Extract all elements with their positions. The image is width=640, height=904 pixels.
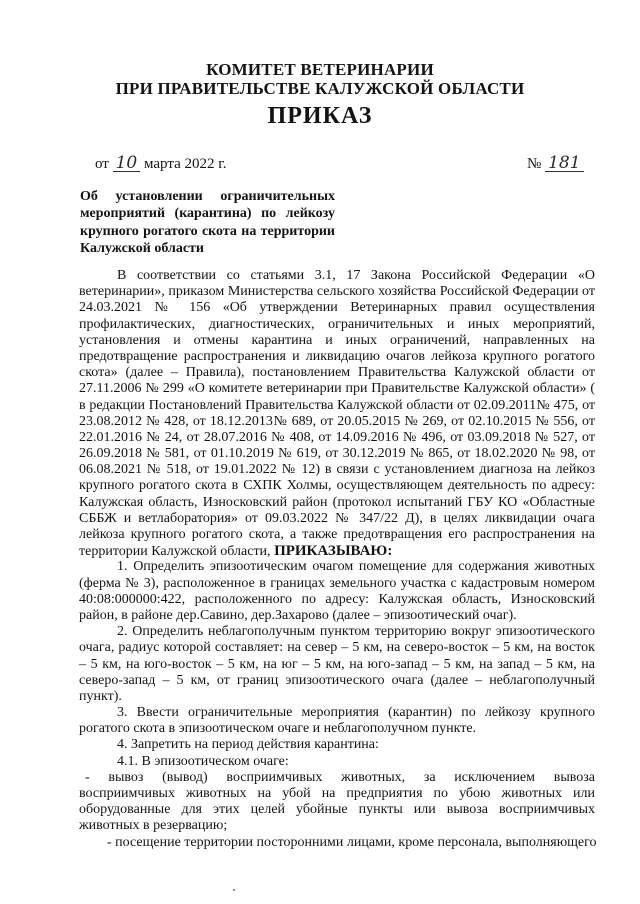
date-rest: марта 2022 г. bbox=[144, 156, 227, 172]
number-value-handwritten: 181 bbox=[545, 155, 583, 172]
document-type-title: ПРИКАЗ bbox=[267, 103, 373, 129]
item-line: - посещение территории посторонними лицами, кроме персонала, выполняющего bbox=[107, 834, 597, 850]
organization-name-line1: КОМИТЕТ ВЕТЕРИНАРИИ bbox=[206, 60, 434, 79]
body-line: 22.01.2016 № 24, от 28.07.2016 № 408, от 14.09.2016 № 496, от 03.09.2018 № 527, от bbox=[79, 429, 595, 445]
item-line: район, в районе дер.Савино, дер.Захарово (далее – эпизоотический очаг). bbox=[79, 607, 517, 623]
item-line: 3. Ввести ограничительные мероприятия (карантин) по лейкозу крупного bbox=[117, 705, 595, 721]
subject-line: Об установлении ограничительных bbox=[80, 189, 335, 204]
item-line: оборудованные для этих целей убойные пункты или вывоза восприимчивых bbox=[79, 802, 595, 818]
body-line: В соответствии со статьями 3.1, 17 Закона Российской Федерации «О bbox=[117, 268, 595, 283]
item-line: 2. Определить неблагополучным пунктом территорию вокруг эпизоотического bbox=[117, 624, 595, 640]
body-line-order bbox=[79, 543, 595, 559]
document-number bbox=[527, 155, 584, 173]
item-line: животных в резервацию; bbox=[79, 818, 228, 834]
order-keyword: ПРИКАЗЫВАЮ: bbox=[274, 543, 393, 560]
number-prefix: № bbox=[527, 156, 542, 172]
date-day-handwritten: 10 bbox=[113, 155, 141, 172]
body-line: лейкоза крупного рогатого скота, а также предотвращения его распространения на bbox=[79, 527, 595, 542]
document-date bbox=[95, 155, 226, 173]
item-line: – 5 км, на юго-восток – 5 км, на юг – 5 км, на юго-запад – 5 км, на запад – 5 км, на bbox=[79, 656, 595, 672]
organization-name-line2: ПРИ ПРАВИТЕЛЬСТВЕ КАЛУЖСКОЙ ОБЛАСТИ bbox=[115, 79, 525, 98]
item-line: очага, радиус которой составляет: на север – 5 км, на северо-восток – 5 км, на восток bbox=[79, 640, 595, 656]
body-line: крупного рогатого скота в СХПК Холмы, осуществляющем деятельность по адресу: bbox=[79, 478, 595, 494]
body-line: 23.08.2012 № 428, от 18.12.2013№ 689, от 20.05.2015 № 269, от 02.10.2015 № 556, от bbox=[79, 413, 595, 429]
subject-line: Калужской области bbox=[80, 240, 204, 256]
item-line: 40:08:000000:422, расположенного по адресу: Калужская область, Износковский bbox=[79, 591, 595, 607]
item-line: - вывоз (вывод) восприимчивых животных, за исключением вывоза bbox=[85, 769, 595, 785]
body-line: 24.03.2021 № 156 «Об утверждении Ветеринарных правил осуществления bbox=[79, 300, 595, 316]
date-prefix: от bbox=[95, 156, 109, 172]
item-line: (ферма № 3), расположенное в границах земельного участка с кадастровым номером bbox=[79, 575, 595, 591]
item-line: пункт). bbox=[79, 688, 122, 704]
order-intro: территории Калужской области, bbox=[79, 544, 271, 560]
document-body bbox=[79, 268, 595, 851]
body-line: скота» (далее – Правила), постановлением Правительства Калужской области от bbox=[79, 365, 595, 381]
body-line: Калужская область, Износковский район (протокол испытаний ГБУ КО «Областные bbox=[79, 494, 595, 510]
body-line: профилактических, диагностических, ограничительных и иных мероприятий, bbox=[79, 316, 595, 332]
subject-line: мероприятий (карантина) по лейкозу bbox=[80, 206, 335, 222]
item-line: 1. Определить эпизоотическим очагом помещение для содержания животных bbox=[117, 559, 595, 575]
item-line: рогатого скота в эпизоотическом очаге и неблагополучном пункте. bbox=[79, 721, 477, 737]
body-line: 06.08.2021 № 518, от 19.01.2022 № 12) в связи с установлением диагноза на лейкоз bbox=[79, 462, 595, 478]
item-line: северо-запад – 5 км, от границ эпизоотического очага (далее – неблагополучный bbox=[79, 672, 595, 688]
item-line: восприимчивых животных на убой на предприятия по убою животных или bbox=[79, 786, 595, 801]
body-line: ветеринарии», приказом Министерства сельского хозяйства Российской Федерации от bbox=[79, 284, 595, 300]
item-line: 4. Запретить на период действия карантина: bbox=[117, 737, 379, 753]
body-line: 26.09.2018 № 581, от 01.10.2019 № 619, от 30.12.2019 № 865, от 18.02.2020 № 98, от bbox=[79, 446, 595, 462]
body-line: установления и отмены карантина и иных ограничений, направленных на bbox=[79, 332, 595, 348]
body-line: в редакции Постановлений Правительства Калужской области от 02.09.2011№ 475, от bbox=[79, 397, 595, 413]
body-line: предотвращение распространения и ликвидацию очагов лейкоза крупного рогатого bbox=[79, 348, 595, 364]
document-subject bbox=[80, 188, 335, 257]
item-line: 4.1. В эпизоотическом очаге: bbox=[117, 753, 289, 769]
subject-line: крупного рогатого скота на территории bbox=[80, 223, 335, 239]
body-line: СББЖ и ветлаборатория» от 09.03.2022 № 347/22 Д), в целях ликвидации очага bbox=[79, 510, 595, 526]
scan-speck bbox=[233, 889, 235, 891]
body-line: 27.11.2006 № 299 «О комитете ветеринарии при Правительстве Калужской области» ( bbox=[79, 381, 595, 397]
